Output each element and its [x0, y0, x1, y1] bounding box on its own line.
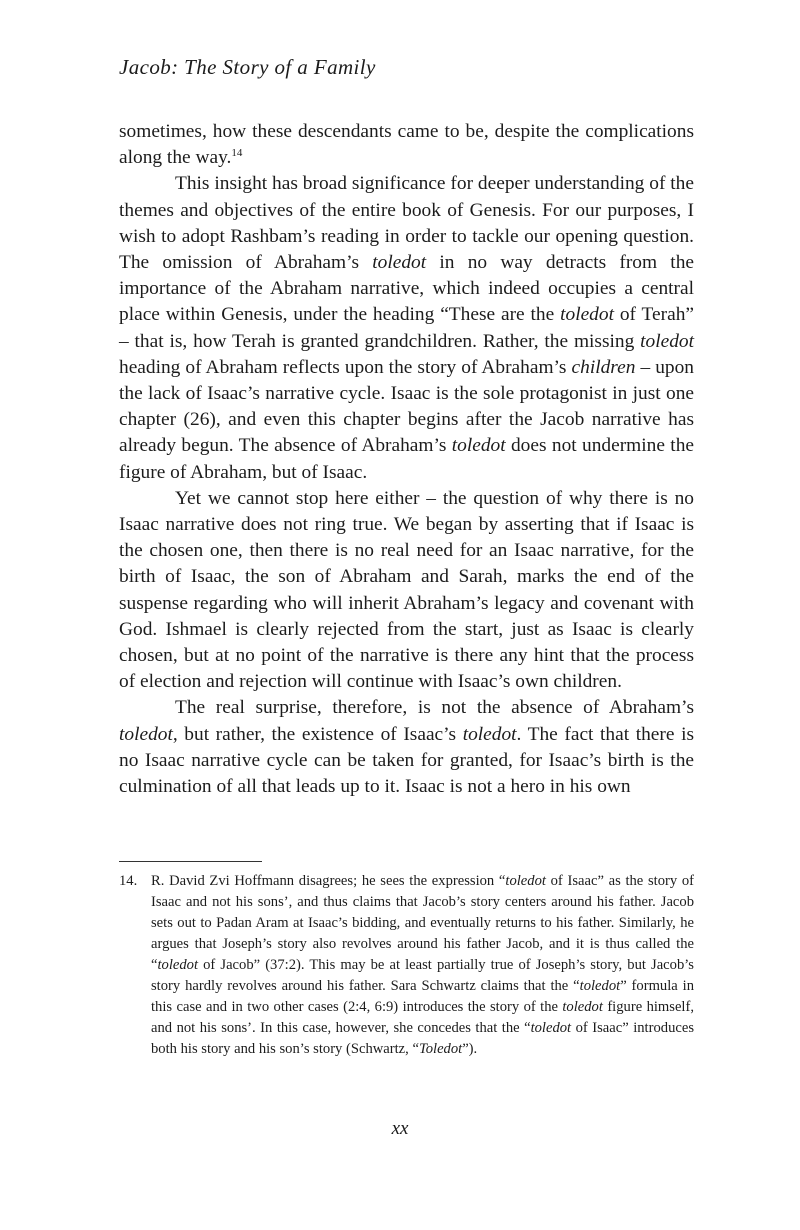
text-run: in no way detracts from the importance of the Abraham narrative, which indeed occupies a central place within Genesis, under the heading “These are the — [119, 252, 694, 326]
text-run: – upon the lack of Isaac’s narrative cycle. Isaac is the sole protagonist in just one chapter (26), and even this chapter begins after the Jacob narrative has already begun. The absence of Abraham’s — [119, 356, 694, 457]
text-run: does not undermine the figure of Abraham, but of Isaac. — [119, 435, 694, 483]
paragraph — [119, 171, 694, 485]
text-run: R. David Zvi Hoffmann disagrees; he sees the expression “ — [151, 873, 506, 889]
footnote-divider — [119, 861, 262, 862]
text-run: The real surprise, therefore, is not the absence of Abraham’s — [175, 697, 694, 719]
italic-text: toledot — [157, 957, 199, 973]
text-run: figure himself, and not his sons’. In this case, however, she concedes that the “ — [151, 999, 694, 1036]
italic-text: toledot — [451, 435, 506, 457]
text-run: of Jacob” (37:2). This may be at least partially true of Joseph’s story, but Jacob’s story hardly revolves around his father. Sara Schwartz claims that the “ — [151, 957, 694, 994]
italic-text: toledot — [372, 252, 427, 274]
italic-text: toledot — [562, 999, 603, 1015]
italic-text: children — [571, 356, 636, 378]
italic-text: toledot — [579, 978, 621, 994]
italic-text: toledot — [640, 330, 694, 352]
text-run: This insight has broad significance for deeper understanding of the themes and objectives of the entire book of Genesis. For our purposes, I wish to adopt Rashbam’s reading in order to tackle our opening question. The omission of Abraham’s — [119, 173, 694, 274]
text-run: of Isaac” introduces both his story and his son’s story (Schwartz, “ — [151, 1020, 695, 1057]
italic-text: toledot — [505, 873, 546, 889]
footnote-ref: 14 — [231, 147, 243, 160]
text-run: ” formula in this case and in two other cases (2:4, 6:9) introduces the story of the — [151, 978, 694, 1015]
italic-text: toledot — [560, 304, 614, 326]
italic-text: toledot — [530, 1020, 572, 1036]
body-text — [119, 119, 694, 800]
paragraph — [119, 486, 694, 696]
running-header: Jacob: The Story of a Family — [119, 55, 376, 79]
text-run: sometimes, how these descendants came to be, despite the complications along the way. — [119, 121, 694, 169]
text-run: of Isaac” as the story of Isaac and not his sons’, and thus claims that Jacob’s story centers around his father. Jacob sets out to Padan Aram at Isaac’s bidding, and eventually returns to his father. Similarly, he argues that Joseph’s story also revolves around his father Jacob, and it is thus called the “ — [151, 873, 695, 973]
italic-text: Toledot — [418, 1041, 463, 1057]
paragraph — [119, 695, 694, 800]
italic-text: toledot — [119, 723, 173, 745]
text-run: of Terah” – that is, how Terah is granted grandchildren. Rather, the missing — [119, 304, 694, 352]
footnote-text — [151, 871, 694, 1060]
text-run: Yet we cannot stop here either – the question of why there is no Isaac narrative does not ring true. We began by asserting that if Isaac is the chosen one, then there is no real need for an Isaac narrative, for the birth of Isaac, the son of Abraham and Sarah, marks the end of the suspense regarding who will inherit Abraham’s legacy and covenant with God. Ishmael is clearly rejected from the start, just as Isaac is clearly chosen, but at no point of the narrative is there any hint that the process of election and rejection will continue with Isaac’s own children. — [119, 487, 694, 693]
text-run: . The fact that there is no Isaac narrative cycle can be taken for granted, for Isaac’s birth is the culmination of all that leads up to it. Isaac is not a hero in his own — [119, 723, 694, 798]
text-run: , but rather, the existence of Isaac’s — [172, 723, 463, 745]
footnote-number: 14. — [119, 873, 138, 889]
italic-text: toledot — [462, 723, 517, 745]
paragraph — [119, 119, 694, 171]
text-run: ”). — [462, 1041, 478, 1057]
text-run: heading of Abraham reflects upon the story of Abraham’s — [119, 356, 572, 378]
page-number: xx — [391, 1118, 409, 1139]
footnote-14 — [119, 871, 694, 1060]
